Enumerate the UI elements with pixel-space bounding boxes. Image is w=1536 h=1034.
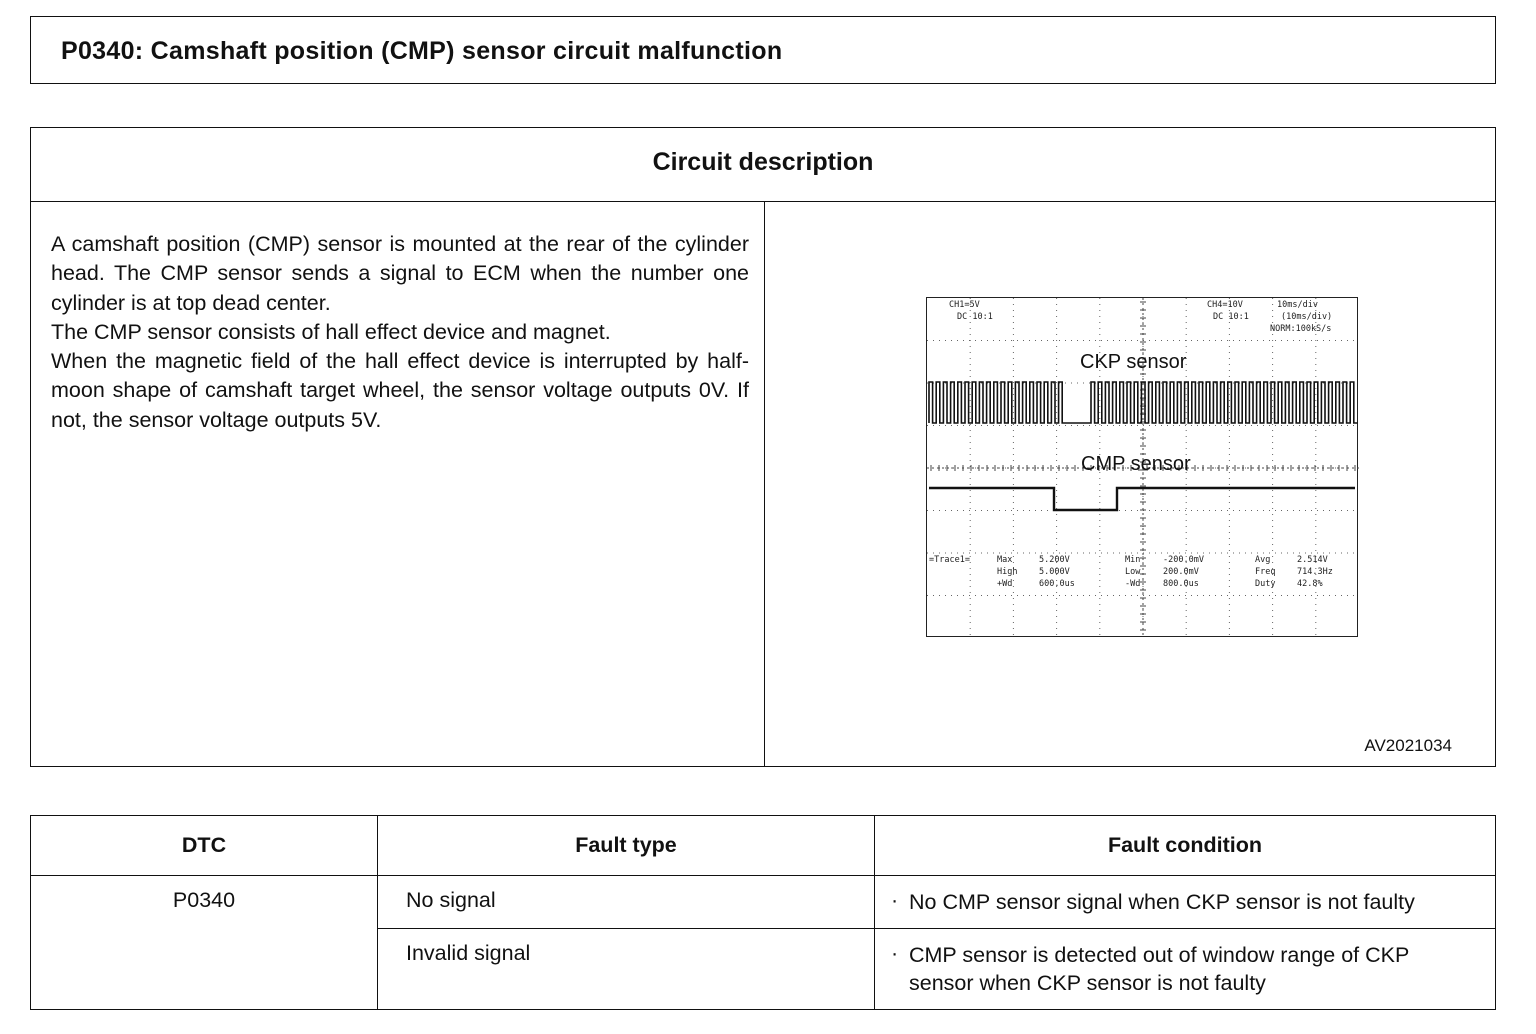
measurement-value: 2.514V: [1297, 555, 1328, 565]
oscilloscope-graphic: [927, 298, 1359, 638]
fault-condition-text: CMP sensor is detected out of window range of CKP sensor when CKP sensor is not faulty: [909, 943, 1409, 995]
timebase-zoom: (10ms/div): [1281, 312, 1333, 322]
fault-condition-cell: [875, 929, 1496, 1010]
measurement-value: Low: [1125, 567, 1141, 577]
circuit-description-box: [30, 127, 1496, 767]
timebase: 10ms/div: [1277, 300, 1318, 310]
fault-condition: [891, 941, 1467, 997]
fault-condition-text: No CMP sensor signal when CKP sensor is not faulty: [909, 890, 1415, 914]
measurement-value: 714.3Hz: [1297, 567, 1333, 577]
measurement-value: 200.0mV: [1163, 567, 1199, 577]
circuit-description-text: [51, 230, 749, 435]
table-row: [31, 876, 1496, 929]
table-header-row: [31, 816, 1496, 876]
circuit-description-header: [31, 128, 1495, 202]
measurement-value: 42.8%: [1297, 579, 1323, 589]
bullet: ·: [891, 941, 899, 965]
description-paragraph: The CMP sensor consists of hall effect device and magnet.: [51, 319, 611, 344]
figure-id: AV2021034: [1364, 736, 1452, 755]
measurement-value: Duty: [1255, 579, 1276, 589]
cmp-waveform: [929, 488, 1355, 510]
measurement-value: Avg: [1255, 555, 1271, 565]
header-dtc: DTC: [31, 816, 378, 876]
fault-table: [30, 815, 1496, 1010]
measurement-value: 600.0us: [1039, 579, 1075, 589]
measurement-value: Freq: [1255, 567, 1276, 577]
page-title: P0340: Camshaft position (CMP) sensor circuit malfunction: [61, 37, 783, 65]
measurement-value: High: [997, 567, 1018, 577]
header-fault-type: Fault type: [378, 816, 875, 876]
measurement-readout: [929, 555, 1333, 589]
oscilloscope-screen: [926, 297, 1358, 637]
circuit-description-heading: Circuit description: [652, 148, 874, 176]
fault-type: Invalid signal: [378, 929, 875, 1010]
measurement-value: Min: [1125, 555, 1141, 565]
title-box: [30, 16, 1496, 84]
bullet: ·: [891, 888, 899, 912]
measurement-value: 5.200V: [1039, 555, 1070, 565]
measurement-value: -200.0mV: [1163, 555, 1204, 565]
ckp-sensor-label: CKP sensor: [1080, 351, 1187, 373]
sample-rate: NORM:100kS/s: [1270, 324, 1332, 334]
trace-label: =Trace1=: [929, 555, 970, 565]
dtc-code: P0340: [31, 876, 378, 1010]
fault-condition-cell: [875, 876, 1496, 929]
fault-type: No signal: [378, 876, 875, 929]
cmp-sensor-label: CMP sensor: [1081, 453, 1191, 475]
circuit-description-text-panel: [31, 202, 765, 766]
measurement-value: -Wd: [1125, 579, 1141, 589]
description-paragraph: A camshaft position (CMP) sensor is mounted at the rear of the cylinder head. The CMP sensor sends a signal to ECM when the number one cylinder is at top dead center.: [51, 232, 749, 315]
measurement-value: +Wd: [997, 579, 1013, 589]
oscilloscope-figure-panel: [765, 202, 1495, 766]
ch1-setting: CH1=5V: [949, 300, 980, 310]
ch1-coupling: DC 10:1: [957, 312, 993, 322]
measurement-value: 5.000V: [1039, 567, 1070, 577]
ch4-coupling: DC 10:1: [1213, 312, 1249, 322]
ch4-setting: CH4=10V: [1207, 300, 1243, 310]
fault-condition: [891, 888, 1467, 916]
description-paragraph: When the magnetic field of the hall effect device is interrupted by half-moon shape of camshaft target wheel, the sensor voltage outputs 0V. If not, the sensor voltage outputs 5V.: [51, 349, 749, 432]
measurement-value: 800.0us: [1163, 579, 1199, 589]
header-fault-condition: Fault condition: [875, 816, 1496, 876]
measurement-value: Max: [997, 555, 1013, 565]
